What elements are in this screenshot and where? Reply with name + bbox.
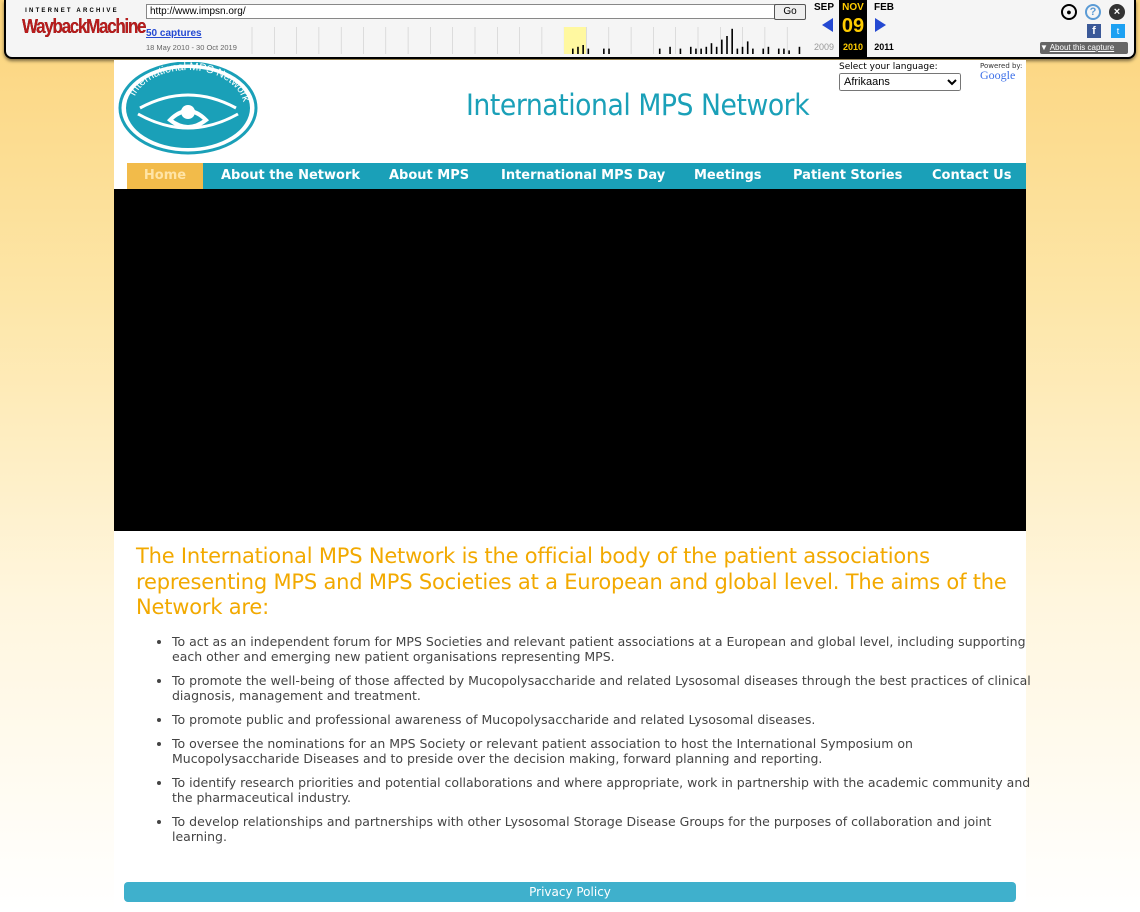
chevron-down-icon: ▼: [1040, 43, 1048, 52]
hero-banner: [114, 189, 1026, 531]
help-icon[interactable]: ?: [1085, 4, 1101, 20]
wayback-logo-main: WaybackMachine: [22, 16, 146, 38]
nav-item-mps-day[interactable]: International MPS Day: [501, 168, 666, 183]
mps-network-logo[interactable]: [118, 62, 258, 155]
list-item: • To identify research priorities and potential collaborations and where appropriate, work in partnership with the academic community and the pharmaceutical industry.: [172, 775, 1032, 805]
user-icon[interactable]: ●: [1061, 4, 1077, 20]
wayback-day: 09: [841, 15, 865, 37]
aims-list: [152, 634, 1032, 853]
prev-capture-arrow-icon[interactable]: [822, 18, 833, 32]
privacy-policy-link[interactable]: Privacy Policy: [529, 885, 611, 899]
sparkline-bar: [690, 47, 692, 54]
nav-item-meetings[interactable]: Meetings: [694, 168, 762, 183]
sparkline-bar: [669, 47, 671, 54]
list-item: • To promote the well-being of those affected by Mucopolysaccharide and related Lysosomal diseases through the best practices of clinical diagnosis, management and treatment.: [172, 673, 1032, 703]
wayback-month-next[interactable]: FEB: [874, 2, 894, 13]
sparkline-bar: [588, 49, 590, 54]
sparkline-bar: [680, 49, 682, 54]
sparkline-bar: [706, 47, 708, 54]
intro-heading: The International MPS Network is the official body of the patient associations representing MPS and MPS Societies at a European and global level. The aims of the Network are:: [136, 544, 1007, 619]
nav-item-about-mps[interactable]: About MPS: [389, 168, 470, 183]
wayback-month-current: NOV: [839, 0, 867, 58]
wayback-logo-top: INTERNET ARCHIVE: [25, 8, 119, 14]
sparkline-bar: [572, 49, 574, 54]
sparkline-bar: [731, 29, 733, 54]
wayback-logo[interactable]: [22, 8, 146, 44]
sparkline-bar: [700, 49, 702, 54]
sparkline-bar: [695, 49, 697, 54]
wayback-go-button[interactable]: Go: [774, 4, 806, 20]
nav-item-about-network[interactable]: About the Network: [221, 168, 361, 183]
wayback-month-prev[interactable]: SEP: [813, 2, 834, 13]
close-icon[interactable]: ×: [1109, 4, 1125, 20]
page-container: [114, 60, 1031, 912]
language-label: Select your language:: [839, 62, 938, 72]
sparkline-bar: [711, 43, 713, 54]
about-capture-label: About this capture: [1049, 43, 1115, 52]
site-title[interactable]: International MPS Network: [466, 88, 810, 122]
wayback-date-range: 18 May 2010 - 30 Oct 2019: [146, 43, 237, 52]
nav-item-home[interactable]: Home: [127, 163, 203, 189]
powered-by-label: Powered by:: [980, 62, 1023, 70]
sparkline-bar: [783, 49, 785, 54]
sparkline-bar: [762, 49, 764, 54]
footer-bar: [124, 882, 1016, 902]
sparkline-bar: [577, 47, 579, 54]
wayback-capture-sparkline[interactable]: [246, 27, 806, 54]
wayback-toolbar: [4, 0, 1136, 59]
list-item: • To develop relationships and partnerships with other Lysosomal Storage Disease Groups for the purposes of collaboration and joint learning.: [172, 814, 1032, 844]
sparkline-bar: [721, 40, 723, 54]
sparkline-bar: [737, 49, 739, 54]
sparkline-bar: [726, 36, 728, 54]
google-logo[interactable]: [980, 68, 1015, 83]
sparkline-bar: [603, 49, 605, 54]
sparkline-bar: [582, 45, 584, 54]
list-item: • To promote public and professional awareness of Mucopolysaccharide and related Lysosomal diseases.: [172, 712, 1032, 727]
sparkline-bar: [752, 49, 754, 54]
wayback-url-input[interactable]: http://www.impsn.org/: [146, 4, 778, 19]
sparkline-bar: [799, 47, 801, 54]
sparkline-bar: [778, 49, 780, 54]
wayback-year-prev[interactable]: 2009: [813, 42, 835, 52]
nav-item-patient-stories[interactable]: Patient Stories: [793, 168, 903, 183]
sparkline-bar: [788, 50, 790, 54]
sparkline-bar: [659, 49, 661, 54]
list-item: • To oversee the nominations for an MPS Society or relevant patient association to host the International Symposium on Mucopolysaccharide Diseases and to preside over the decision making, forward planning and reporting.: [172, 736, 1032, 766]
sparkline-bar: [742, 47, 744, 54]
twitter-icon[interactable]: t: [1111, 24, 1125, 38]
list-item: • To act as an independent forum for MPS Societies and relevant patient associations at a European and global level, including supporting each other and emerging new patient organisations representing MPS.: [172, 634, 1032, 664]
logo-text: International MPS Network: [126, 62, 253, 104]
sparkline-bars: [572, 29, 806, 54]
next-capture-arrow-icon[interactable]: [875, 18, 886, 32]
sparkline-bar: [747, 41, 749, 54]
sparkline-bar: [608, 49, 610, 54]
google-logo-text: Google: [980, 68, 1016, 82]
wayback-year-next[interactable]: 2011: [874, 42, 894, 52]
wayback-year-current: 2010: [842, 42, 864, 52]
about-capture-button[interactable]: [1040, 42, 1128, 54]
nav-item-contact[interactable]: Contact Us: [932, 168, 1012, 183]
main-nav: [127, 163, 1026, 189]
language-select[interactable]: [839, 73, 961, 91]
sparkline-bar: [768, 47, 770, 54]
sparkline-bar: [716, 47, 718, 54]
facebook-icon[interactable]: f: [1087, 24, 1101, 38]
wayback-captures-link[interactable]: 50 captures: [146, 28, 202, 39]
